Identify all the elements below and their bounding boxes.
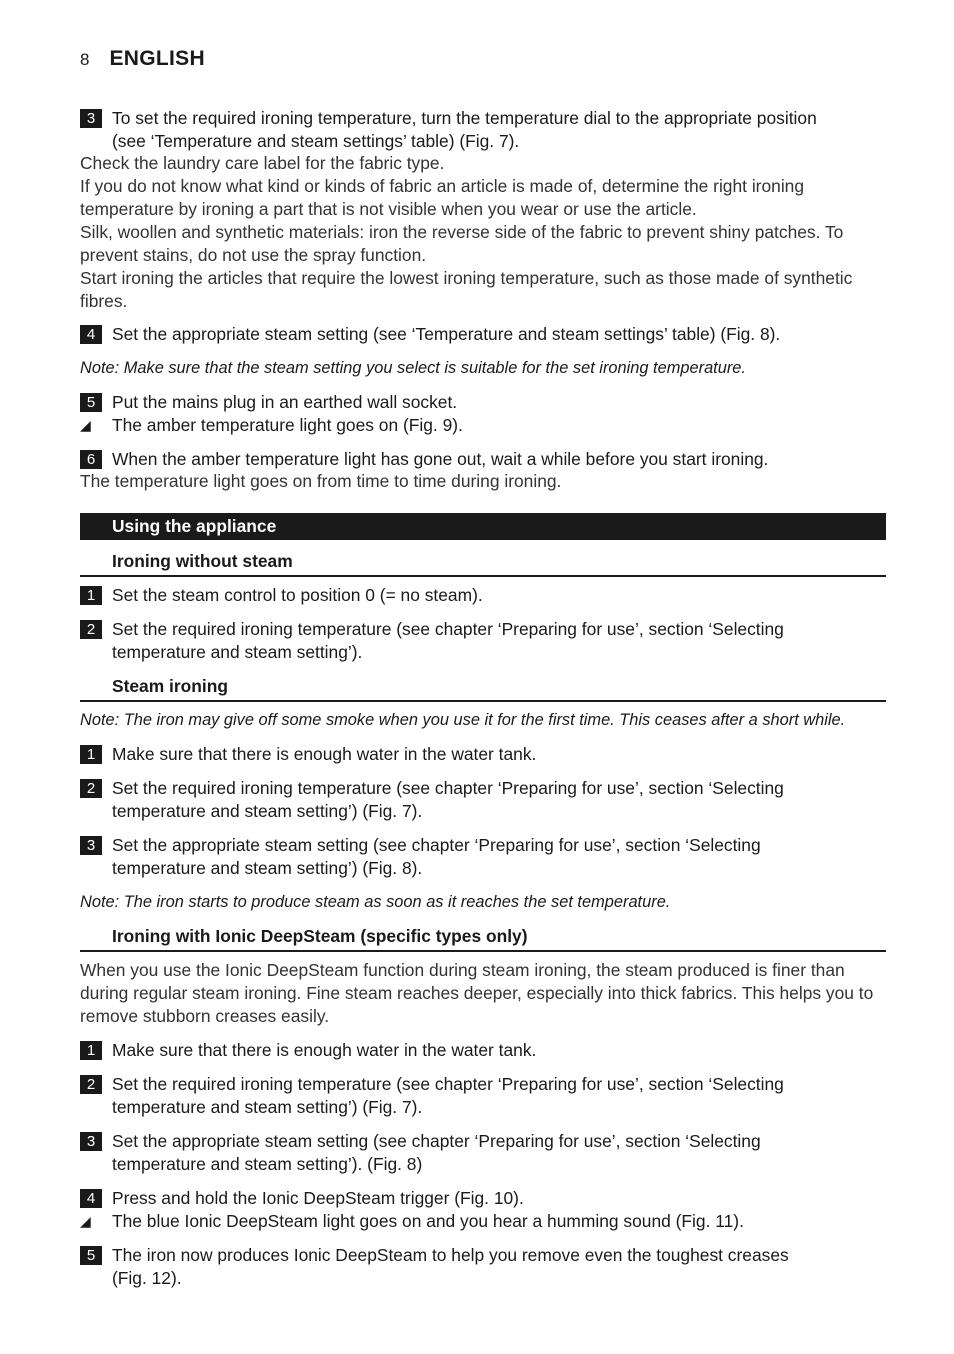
subheading-ionic bbox=[80, 924, 886, 952]
prep-step-4 bbox=[80, 323, 886, 346]
subheading-title: Ironing with Ionic DeepSteam (specific types only) bbox=[112, 926, 528, 946]
subheading-no-steam bbox=[80, 549, 886, 577]
prep-step-5 bbox=[80, 391, 886, 414]
subheading-title: Steam ironing bbox=[112, 676, 228, 696]
step-text: Set the required ironing temperature (see chapter ‘Preparing for use’, section ‘Selecting temperature and steam setting’) (Fig. 7). bbox=[112, 1074, 784, 1117]
bullet-text: The blue Ionic DeepSteam light goes on and you hear a humming sound (Fig. 11). bbox=[112, 1211, 744, 1231]
step-number-badge: 2 bbox=[80, 620, 102, 639]
paragraph-text: Silk, woollen and synthetic materials: iron the reverse side of the fabric to prevent shiny patches. To prevent stains, do not use the spray function. bbox=[80, 222, 844, 265]
step-number-badge: 6 bbox=[80, 450, 102, 469]
step-number-badge: 1 bbox=[80, 745, 102, 764]
step-text: Press and hold the Ionic DeepSteam trigger (Fig. 10). bbox=[112, 1188, 524, 1208]
bullet-text: The amber temperature light goes on (Fig. 9). bbox=[112, 415, 463, 435]
step-number-badge: 1 bbox=[80, 1041, 102, 1060]
prep-paragraph-1 bbox=[80, 152, 886, 313]
step-number-badge: 3 bbox=[80, 836, 102, 855]
step-text: Set the appropriate steam setting (see chapter ‘Preparing for use’, section ‘Selecting temperature and steam setting’) (Fig. 8). bbox=[112, 835, 761, 878]
step-text: Set the required ironing temperature (see chapter ‘Preparing for use’, section ‘Selecting temperature and steam setting’) (Fig. 7). bbox=[112, 778, 784, 821]
step-number-badge: 2 bbox=[80, 779, 102, 798]
prep-result-bullet bbox=[80, 414, 886, 437]
paragraph-text: Start ironing the articles that require the lowest ironing temperature, such as those made of synthetic fibres. bbox=[80, 268, 853, 311]
step-number-badge: 3 bbox=[80, 1132, 102, 1151]
step-text: Make sure that there is enough water in the water tank. bbox=[112, 1040, 537, 1060]
result-arrow-icon: ◢ bbox=[80, 417, 91, 433]
step-text: Put the mains plug in an earthed wall socket. bbox=[112, 392, 458, 412]
steam-step-2 bbox=[80, 777, 886, 823]
step-text: Make sure that there is enough water in the water tank. bbox=[112, 744, 537, 764]
steam-note-2: Note: The iron starts to produce steam as soon as it reaches the set temperature. bbox=[80, 893, 671, 911]
ionic-intro: When you use the Ionic DeepSteam function during steam ironing, the steam produced is finer than during regular steam ironing. Fine steam reaches deeper, especially into thick fabrics. This helps you to remove stubborn creases easily. bbox=[80, 960, 874, 1026]
step-number-badge: 5 bbox=[80, 393, 102, 412]
steam-step-3 bbox=[80, 834, 886, 880]
ionic-result-bullet bbox=[80, 1210, 886, 1233]
subheading-title: Ironing without steam bbox=[112, 551, 293, 571]
nosteam-step-1 bbox=[80, 584, 886, 607]
subheading-steam bbox=[80, 674, 886, 702]
step-number-badge: 5 bbox=[80, 1246, 102, 1265]
step-number-badge: 4 bbox=[80, 325, 102, 344]
step-number-badge: 2 bbox=[80, 1075, 102, 1094]
ionic-step-2 bbox=[80, 1073, 886, 1119]
ionic-step-5 bbox=[80, 1244, 886, 1290]
step-text: When the amber temperature light has gone out, wait a while before you start ironing. bbox=[112, 449, 769, 469]
language-heading: ENGLISH bbox=[109, 47, 205, 70]
step-text: The iron now produces Ionic DeepSteam to help you remove even the toughest creases (Fig. 12). bbox=[112, 1245, 789, 1288]
section-heading-using bbox=[80, 513, 886, 540]
step-text: Set the appropriate steam setting (see chapter ‘Preparing for use’, section ‘Selecting temperature and steam setting’). (Fig. 8) bbox=[112, 1131, 761, 1174]
steam-note-1: Note: The iron may give off some smoke when you use it for the first time. This ceases after a short while. bbox=[80, 711, 846, 729]
prep-paragraph-2: The temperature light goes on from time to time during ironing. bbox=[80, 471, 562, 491]
step-number-badge: 3 bbox=[80, 109, 102, 128]
paragraph-text: If you do not know what kind or kinds of fabric an article is made of, determine the right ironing temperature by ironing a part that is not visible when you wear or use the article. bbox=[80, 176, 805, 219]
step-number-badge: 4 bbox=[80, 1189, 102, 1208]
paragraph-text: Check the laundry care label for the fabric type. bbox=[80, 153, 445, 173]
ionic-step-1 bbox=[80, 1039, 886, 1062]
step-number-badge: 1 bbox=[80, 586, 102, 605]
page-header bbox=[80, 47, 205, 71]
step-text: To set the required ironing temperature, turn the temperature dial to the appropriate position (see ‘Temperature and steam settings’ table) (Fig. 7). bbox=[112, 108, 817, 151]
ionic-step-3 bbox=[80, 1130, 886, 1176]
ionic-step-4 bbox=[80, 1187, 886, 1210]
result-arrow-icon: ◢ bbox=[80, 1213, 91, 1229]
step-text: Set the appropriate steam setting (see ‘Temperature and steam settings’ table) (Fig. 8). bbox=[112, 324, 781, 344]
step-text: Set the steam control to position 0 (= no steam). bbox=[112, 585, 483, 605]
prep-note: Note: Make sure that the steam setting you select is suitable for the set ironing temperature. bbox=[80, 359, 746, 377]
section-title: Using the appliance bbox=[112, 516, 277, 536]
step-text: Set the required ironing temperature (see chapter ‘Preparing for use’, section ‘Selecting temperature and steam setting’). bbox=[112, 619, 784, 662]
page-number: 8 bbox=[80, 50, 90, 69]
nosteam-step-2 bbox=[80, 618, 886, 664]
prep-step-6 bbox=[80, 448, 886, 471]
steam-step-1 bbox=[80, 743, 886, 766]
prep-step-3 bbox=[80, 107, 886, 153]
